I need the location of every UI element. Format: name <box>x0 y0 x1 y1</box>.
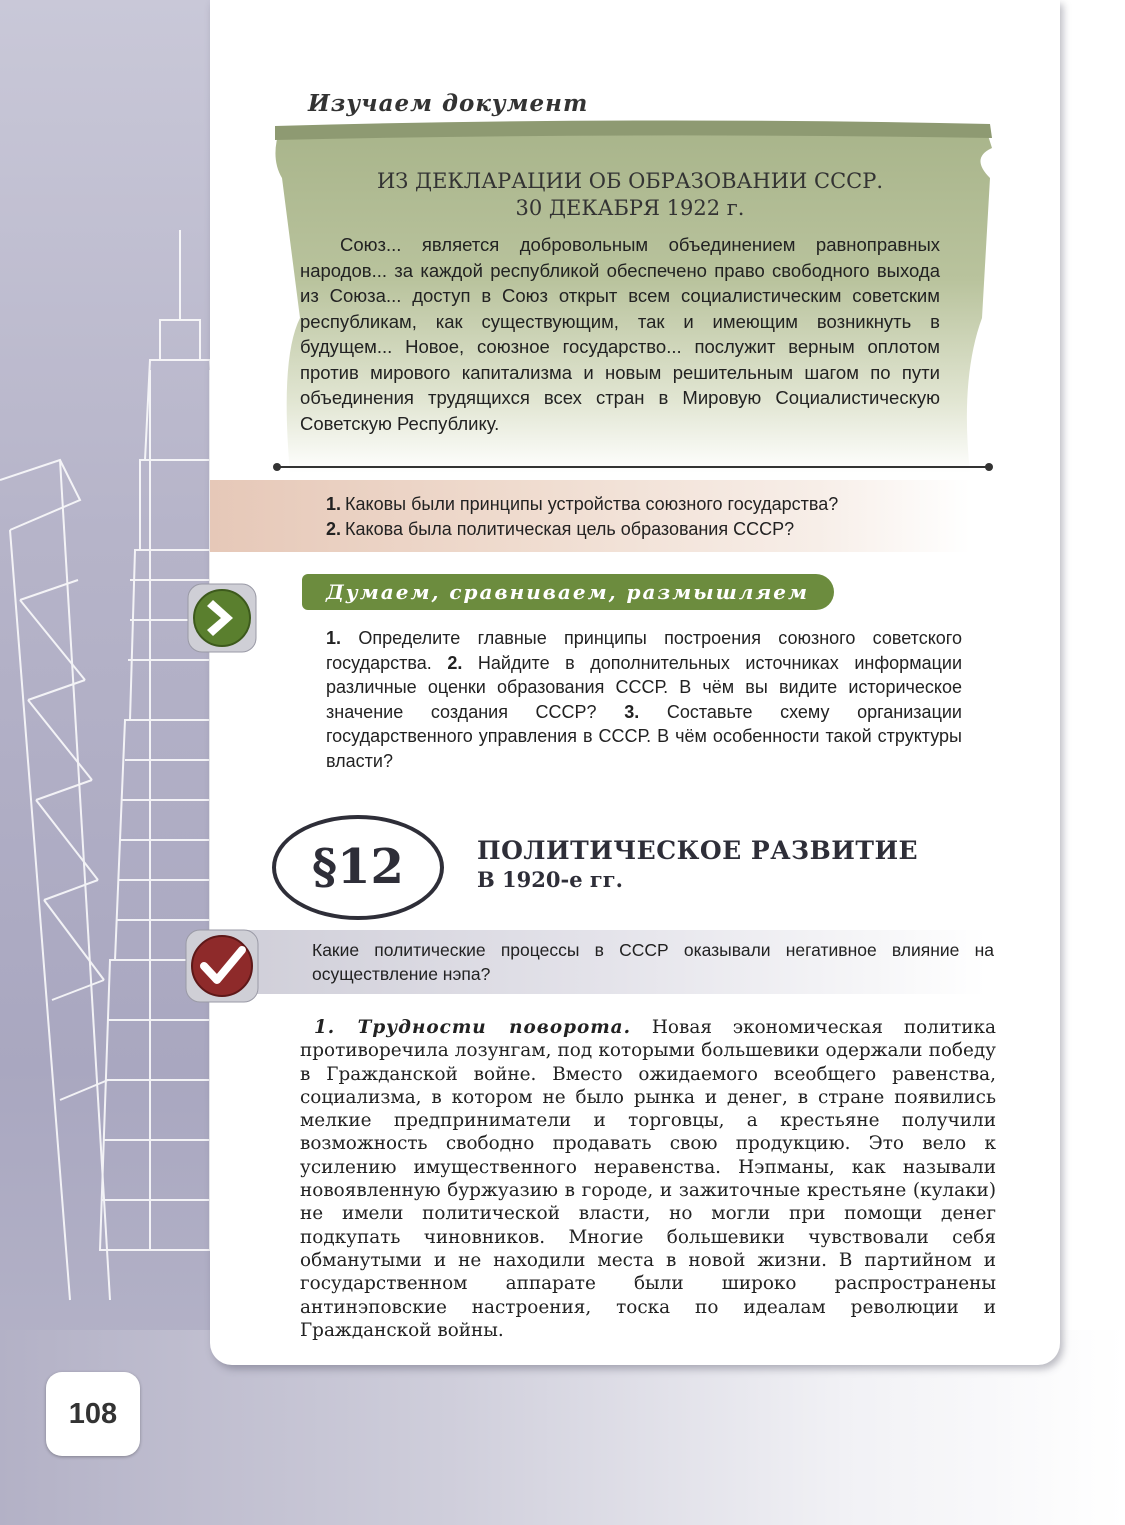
task-text: Определите главные принципы построения союзного советского государства. <box>326 628 962 673</box>
divider <box>275 466 991 468</box>
task-number: 3. <box>624 701 640 722</box>
task-number: 2. <box>447 652 463 673</box>
question-text: Каковы были принципы устройства союзного государства? <box>345 494 839 514</box>
task-text: Найдите в дополнительных источниках информации различные оценки образования СССР. В чём вы видите историческое значение создания СССР? <box>326 652 962 722</box>
section-subtitle: 1. Трудности поворота. <box>314 1017 631 1038</box>
think-tasks <box>326 626 962 773</box>
paragraph-title-line1: ПОЛИТИЧЕСКОЕ РАЗВИТИЕ <box>477 836 919 865</box>
question-number: 1. <box>326 494 342 514</box>
arrow-right-icon <box>186 582 258 654</box>
document-body: Союз... является добровольным объединением равноправных народов... за каждой республикой обеспечено право свободного выхода из Союза... доступ в Союз открыт всем социалистическим советским республикам, как существующим, так и имеющим возникнуть в будущем... Новое, союзное государство... послужит верным оплотом против мирового капитализма и новым решительным шагом по пути объединения трудящихся всех стран в Мировую Социалистическую Советскую Республику. <box>300 234 940 434</box>
document-title-line2: 30 ДЕКАБРЯ 1922 г. <box>515 196 745 220</box>
question-item <box>326 517 966 542</box>
section-heading: Изучаем документ <box>308 90 589 117</box>
intro-question: Какие политические процессы в СССР оказывали негативное влияние на осуществление нэпа? <box>312 940 994 984</box>
document-title-line1: ИЗ ДЕКЛАРАЦИИ ОБ ОБРАЗОВАНИИ СССР. <box>376 169 884 193</box>
checkmark-icon <box>184 928 260 1004</box>
task-number: 1. <box>326 628 342 648</box>
section-text: Новая экономическая политика противоречила лозунгам, под которыми большевики одержали победу в Гражданской войне. Вместо ожидаемого всеобщего равенства, социализма, в котором не было рынка и денег, в стране появились мелкие предприниматели и торговцы, а крестьяне получили возможность свободно продавать свою продукцию. Это вело к усилению имущественного неравенства. Нэпманы, как называли новоявленную буржуазию в городе, и зажиточные крестьяне (кулаки) не имели политической власти, но могли при помощи денег подкупать чиновников. Многие большевики чувствовали себя обманутыми и не находили места в новой жизни. В партийном и государственном аппарате были широко распространены антинэповские настроения, тоска по идеалам революции и Гражданской войны. <box>300 1017 996 1341</box>
question-text: Какова была политическая цель образования СССР? <box>345 519 795 539</box>
page-number: 108 <box>46 1372 140 1456</box>
paragraph-number: §12 <box>272 815 444 920</box>
document-title <box>300 168 960 222</box>
paragraph-title-line2: В 1920-е гг. <box>477 867 623 892</box>
main-text <box>300 1016 996 1342</box>
question-item <box>326 492 966 517</box>
task-text: Составьте схему организации государственного управления в СССР. В чём особенности такой структуры власти? <box>326 701 962 771</box>
question-number: 2. <box>326 519 342 539</box>
think-label: Думаем, сравниваем, размышляем <box>302 574 834 610</box>
document-questions <box>326 492 966 542</box>
paragraph-title <box>477 836 957 894</box>
